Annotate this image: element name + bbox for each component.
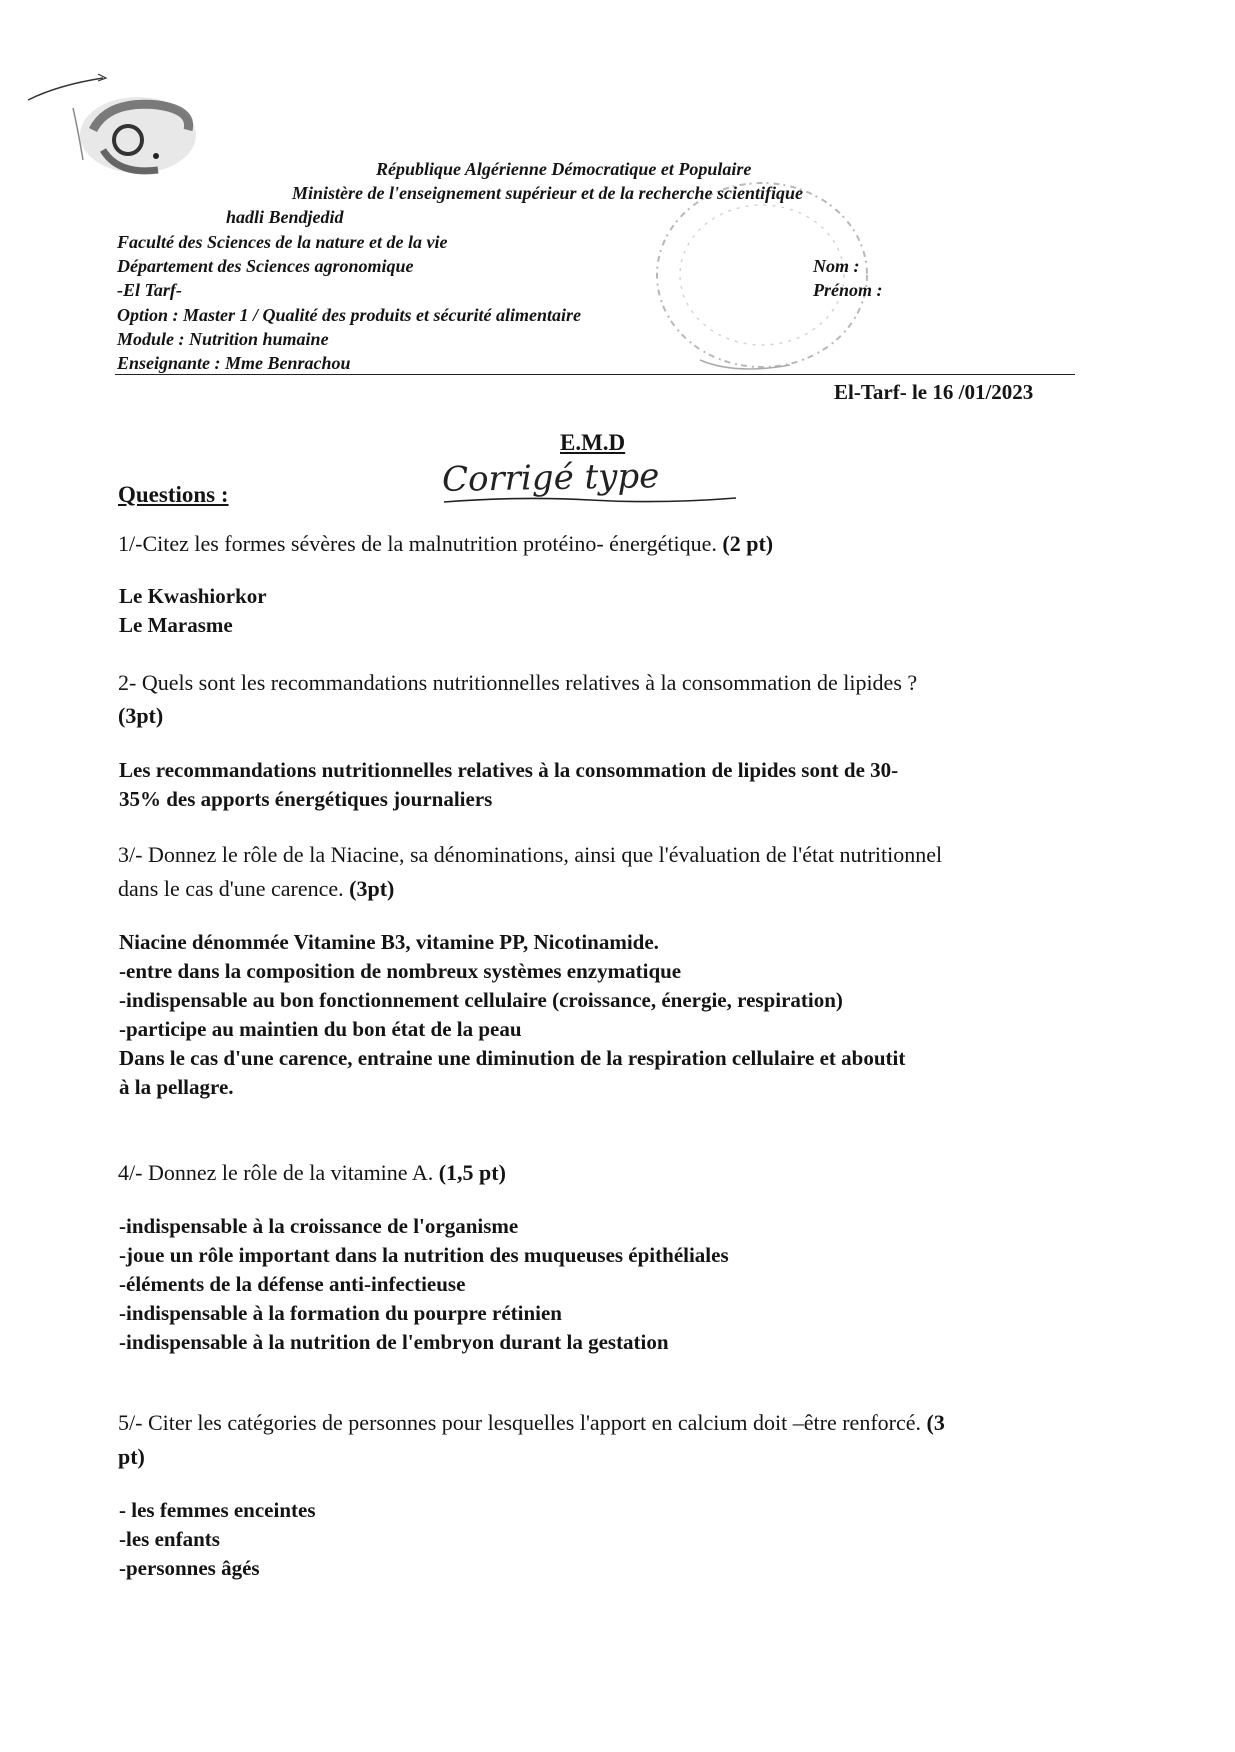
answer-line: -indispensable au bon fonctionnement cellulaire (croissance, énergie, respiration) — [119, 988, 843, 1012]
answer-line: -éléments de la défense anti-infectieuse — [119, 1272, 466, 1296]
university-logo — [18, 60, 218, 190]
handwritten-note: Corrigé type — [441, 456, 660, 500]
question-5-answers — [119, 1496, 316, 1583]
question-1-prompt: 1/-Citez les formes sévères de la malnutrition protéino- énergétique. — [118, 531, 717, 556]
question-5-prompt: 5/- Citer les catégories de personnes pour lesquelles l'apport en calcium doit –être renforcé. — [118, 1410, 921, 1435]
question-1-points: (2 pt) — [722, 531, 774, 556]
header-module: Module : Nutrition humaine — [117, 329, 329, 349]
answer-line: - les femmes enceintes — [119, 1498, 316, 1522]
answer-line: Dans le cas d'une carence, entraine une diminution de la respiration cellulaire et aboutit — [119, 1046, 906, 1070]
question-5-points-end: pt) — [118, 1444, 145, 1469]
answer-line: -personnes âgés — [119, 1556, 260, 1580]
questions-heading: Questions : — [118, 482, 229, 507]
question-4-prompt: 4/- Donnez le rôle de la vitamine A. — [118, 1160, 434, 1185]
question-2-points: (3pt) — [118, 703, 164, 728]
question-3-prompt-line2 — [118, 878, 394, 900]
answer-line: -indispensable à la croissance de l'organisme — [119, 1214, 519, 1238]
question-3-prompt: dans le cas d'une carence. — [118, 876, 344, 901]
answer-line: 35% des apports énergétiques journaliers — [119, 787, 493, 811]
header-faculty: Faculté des Sciences de la nature et de la vie — [117, 232, 448, 252]
question-4-text — [118, 1162, 506, 1184]
answer-line: Niacine dénommée Vitamine B3, vitamine PP, Nicotinamide. — [119, 930, 659, 954]
question-5-points-start: (3 — [926, 1410, 945, 1435]
answer-line: à la pellagre. — [119, 1075, 234, 1099]
answer-line: -indispensable à la formation du pourpre rétinien — [119, 1301, 562, 1325]
question-3-answers — [119, 928, 905, 1102]
header-ministry: Ministère de l'enseignement supérieur et de la recherche scientifique — [292, 183, 803, 203]
exam-date: El-Tarf- le 16 /01/2023 — [834, 380, 1034, 404]
nom-label: Nom : — [813, 256, 860, 276]
header-republic: République Algérienne Démocratique et Populaire — [376, 159, 752, 179]
header-city: -El Tarf- — [117, 280, 182, 300]
question-5-text-line1 — [118, 1412, 945, 1434]
question-3-points: (3pt) — [349, 876, 395, 901]
answer-line: -les enfants — [119, 1527, 220, 1551]
question-2-answers — [119, 756, 898, 814]
answer-line: Les recommandations nutritionnelles relatives à la consommation de lipides sont de 30- — [119, 758, 899, 782]
prenom-label: Prénom : — [813, 280, 883, 300]
question-4-answers — [119, 1212, 729, 1357]
handwritten-underline — [440, 492, 740, 512]
question-2-prompt: 2- Quels sont les recommandations nutritionnelles relatives à la consommation de lipides ? — [118, 670, 918, 695]
header-option: Option : Master 1 / Qualité des produits et sécurité alimentaire — [117, 305, 582, 325]
header-divider — [115, 374, 1075, 375]
header-department: Département des Sciences agronomique — [117, 256, 414, 276]
question-4-points: (1,5 pt) — [438, 1160, 506, 1185]
answer-line: -joue un rôle important dans la nutrition des muqueuses épithéliales — [119, 1243, 729, 1267]
answer-line: Le Marasme — [119, 613, 233, 637]
answer-line: Le Kwashiorkor — [119, 584, 267, 608]
answer-line: -entre dans la composition de nombreux systèmes enzymatique — [119, 959, 682, 983]
answer-line: -participe au maintien du bon état de la peau — [119, 1017, 522, 1041]
header-university: hadli Bendjedid — [226, 207, 344, 227]
exam-title: E.M.D — [560, 430, 626, 455]
answer-line: -indispensable à la nutrition de l'embryon durant la gestation — [119, 1330, 669, 1354]
header-teacher: Enseignante : Mme Benrachou — [117, 353, 351, 373]
question-3-prompt-line1: 3/- Donnez le rôle de la Niacine, sa dénominations, ainsi que l'évaluation de l'état nutritionnel — [118, 842, 943, 867]
question-1-answers — [119, 582, 267, 640]
question-1-text — [118, 533, 773, 555]
